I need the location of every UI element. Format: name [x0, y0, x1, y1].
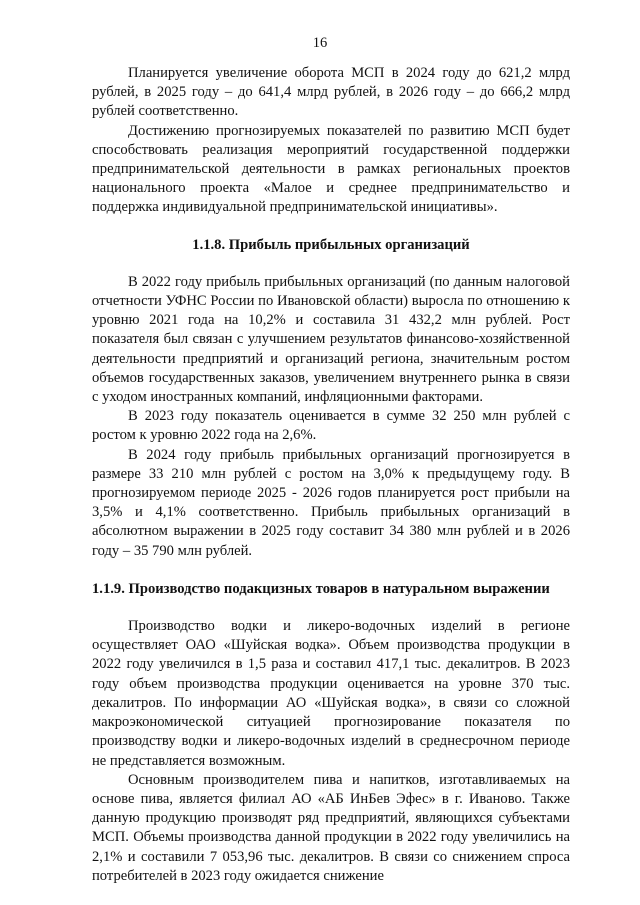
paragraph-profit-2022: В 2022 году прибыль прибыльных организаций (по данным налоговой отчетности УФНС России по Ивановской области) выросла по отношению к уровню 2021 года на 10,2% и составила 31 432,2 млн рублей. Рост показателя был связан с улучшением результатов финансово-хозяйственной деятельности предприятий и организаций региона, значительным ростом объемов государственных заказов, увеличением внутреннего рынка в связи с уходом иностранных компаний, инфляционными факторами. [92, 273, 570, 406]
spacer [92, 255, 570, 273]
paragraph-vodka-production: Производство водки и ликеро-водочных изделий в регионе осуществляет ОАО «Шуйская водка». Объем производства продукции в 2022 году увеличился в 1,5 раза и составил 417,1 тыс. декалитров. В 2023 году объем производства продукции оценивается на уровне 370 тыс. декалитров. По информации АО «Шуйская водка», в связи со сложной макроэкономической ситуацией прогнозирование показателя по производству водки и ликеро-водочных изделий в среднесрочном периоде не представляется возможным. [92, 618, 570, 769]
spacer [92, 561, 570, 580]
paragraph-profit-forecast: В 2024 году прибыль прибыльных организаций прогнозируется в размере 33 210 млн рублей с ростом на 3,0% к предыдущему году. В прогнозируемом периоде 2025 - 2026 годов планируется рост прибыли на 3,5% и 4,1% соответственно. Прибыль прибыльных организаций в абсолютном выражении в 2025 году составит 34 380 млн рублей и в 2026 году – 35 790 млн рублей. [92, 446, 570, 559]
paragraph-beer-production: Основным производителем пива и напитков, изготавливаемых на основе пива, является филиал АО «АБ ИнБев Эфес» в г. Иваново. Также данную продукцию производят ряд предприятий, являющихся субъектами МСП. Объемы производства данной продукции в 2022 году увеличились на 2,1% и составили 7 053,96 тыс. декалитров. В связи со снижением спроса потребителей в 2023 году ожидается снижение [92, 771, 570, 884]
paragraph-profit-2023: В 2023 году показатель оценивается в сумме 32 250 млн рублей с ростом к уровню 2022 года на 2,6%. [92, 408, 570, 444]
spacer [92, 599, 570, 617]
page-content [92, 64, 570, 886]
paragraph-msp-support: Достижению прогнозируемых показателей по развитию МСП будет способствовать реализация мероприятий государственной поддержки предпринимательской деятельности в рамках региональных проектов национального проекта «Малое и среднее предпринимательство и поддержка индивидуальной предпринимательской инициативы». [92, 122, 570, 216]
section-heading-profit: 1.1.8. Прибыль прибыльных организаций [192, 236, 470, 253]
section-heading-excise: 1.1.9. Производство подакцизных товаров в натуральном выражении [92, 580, 550, 597]
page-number: 16 [312, 35, 328, 51]
spacer [92, 218, 570, 236]
paragraph-msp-turnover: Планируется увеличение оборота МСП в 2024 году до 621,2 млрд рублей, в 2025 году – до 641,4 млрд рублей, в 2026 году – до 666,2 млрд рублей соответственно. [92, 65, 570, 120]
